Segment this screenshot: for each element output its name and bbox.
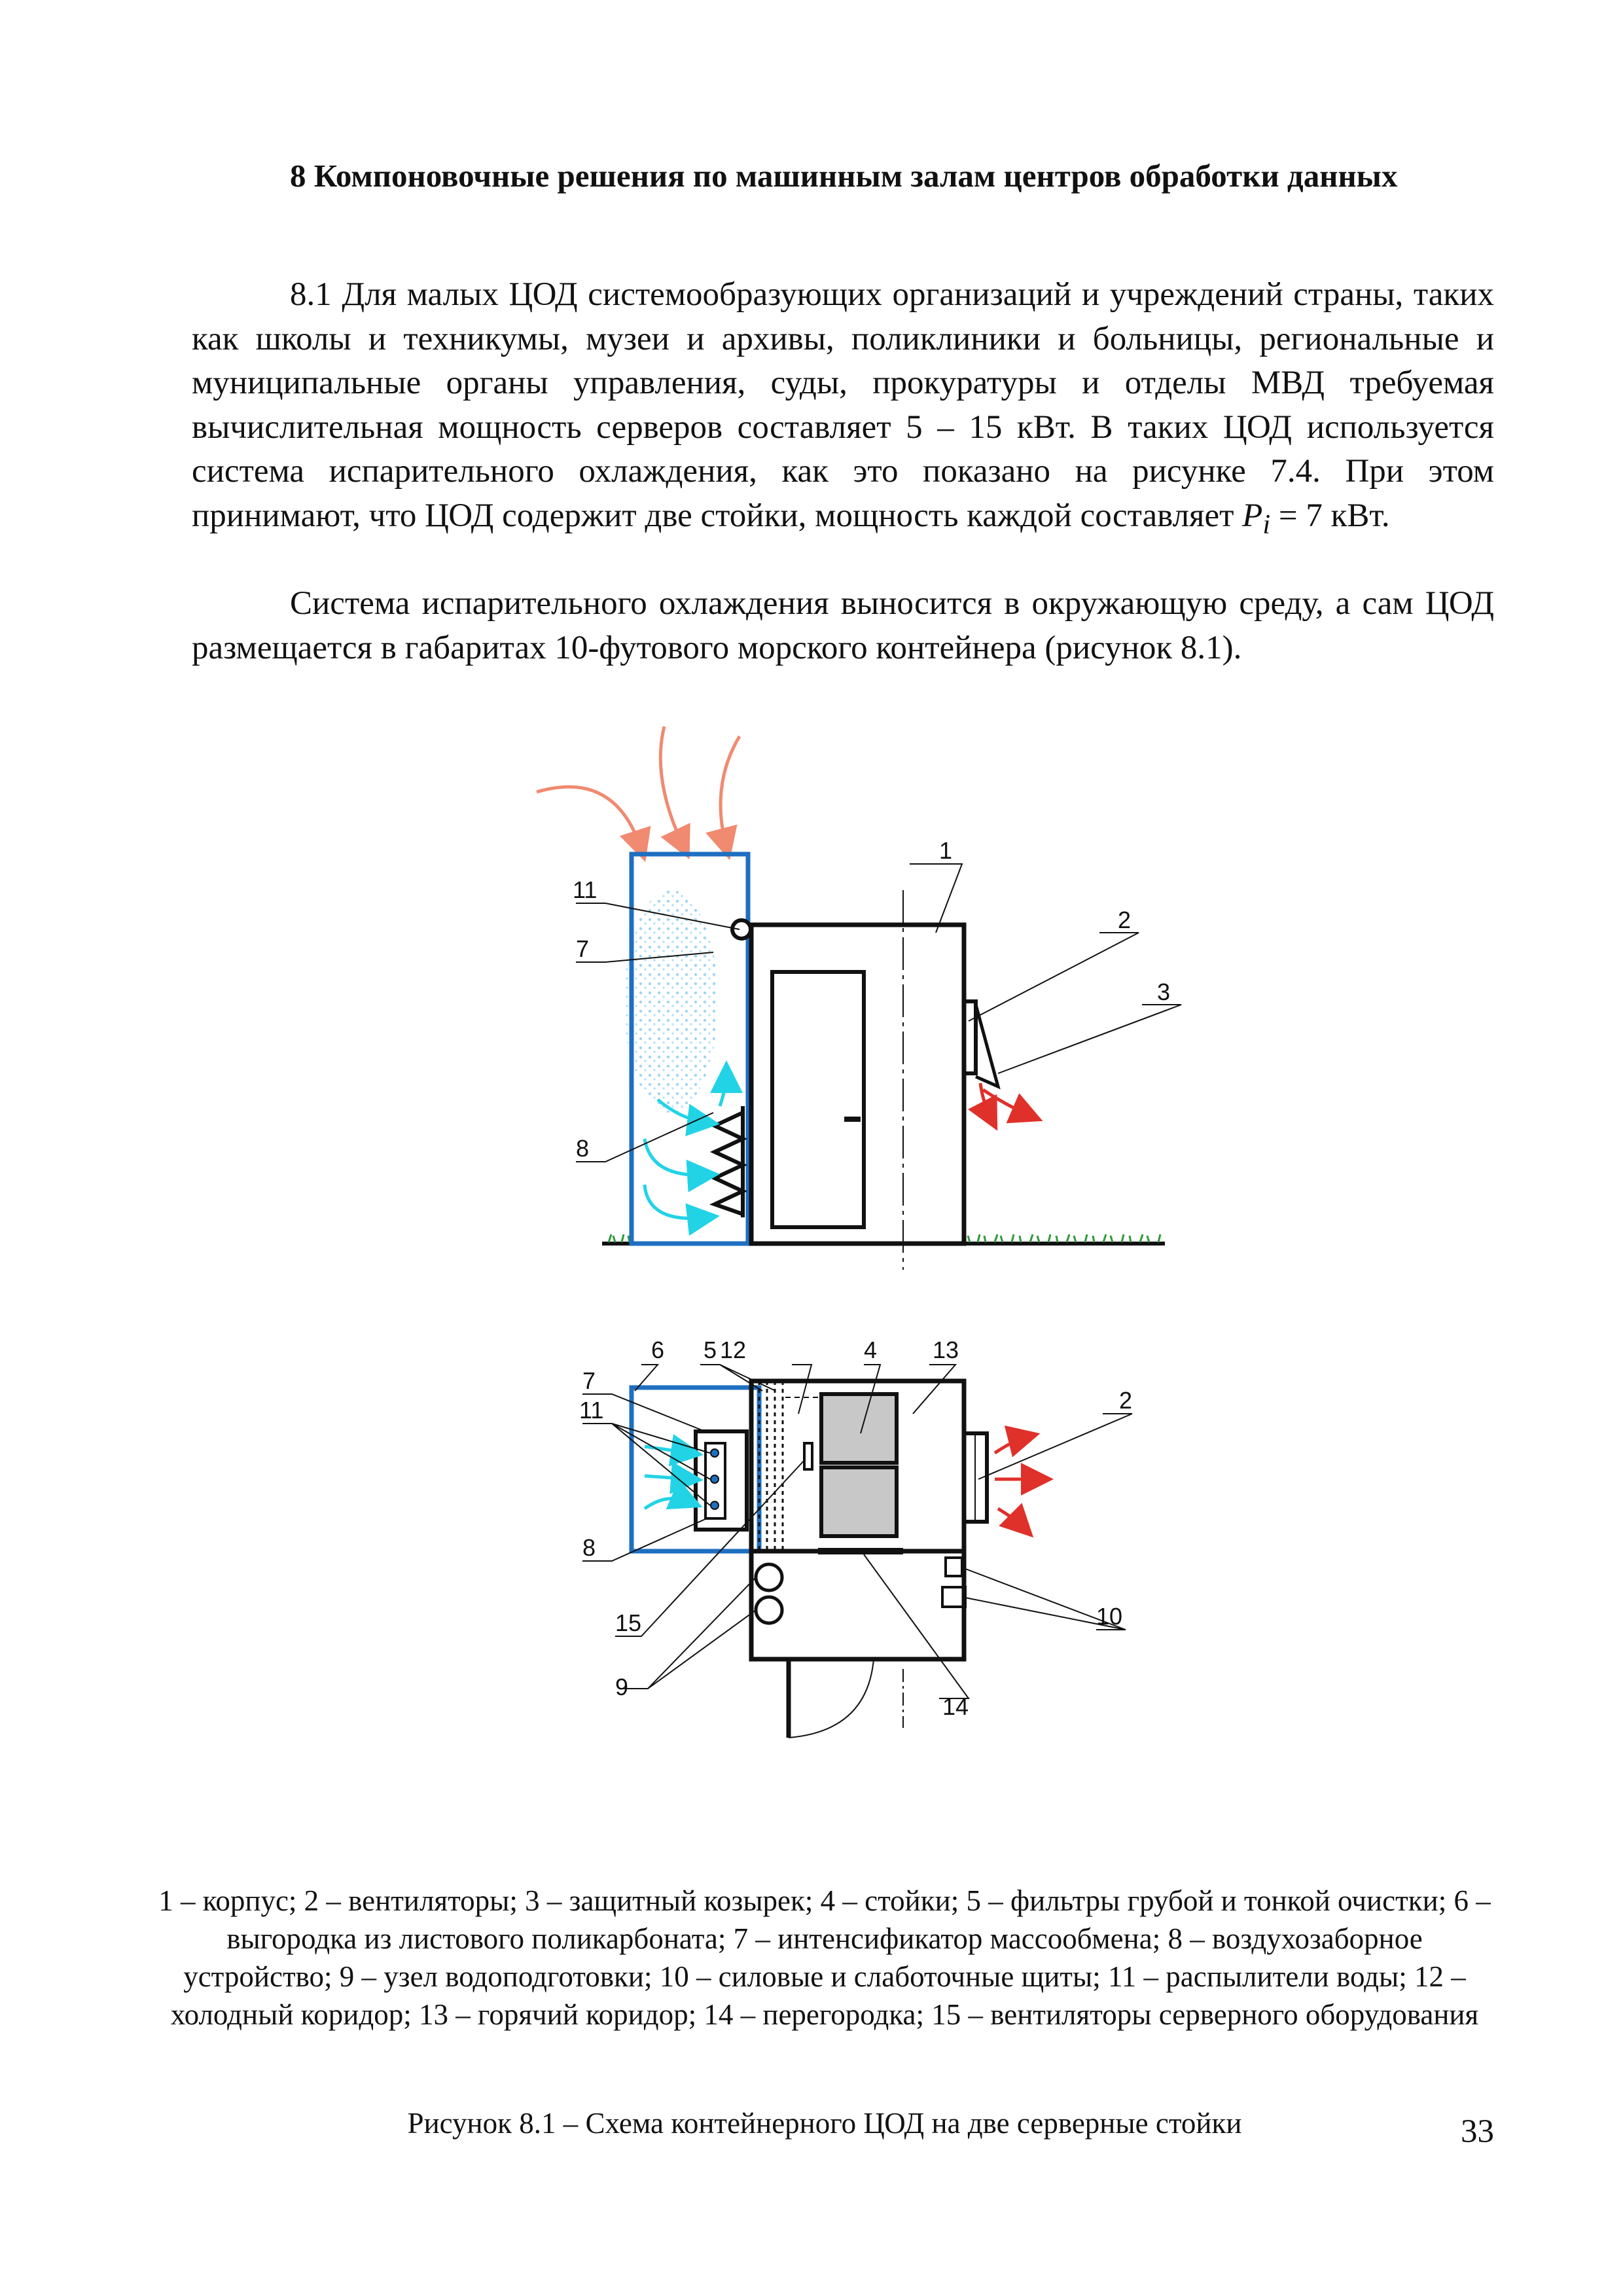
protective-visor bbox=[976, 1005, 998, 1086]
label-13: 13 bbox=[933, 1336, 959, 1363]
rack-lower bbox=[821, 1467, 897, 1536]
paragraph-text-end: = 7 кВт. bbox=[1270, 497, 1390, 534]
paragraph-8-1 bbox=[192, 273, 1494, 547]
figure-caption: Рисунок 8.1 – Схема контейнерного ЦОД на две серверные стойки bbox=[407, 2107, 1242, 2140]
door bbox=[772, 972, 864, 1227]
intake-top bbox=[696, 1431, 747, 1530]
air-intake-device bbox=[715, 1106, 743, 1217]
door-swing bbox=[789, 1659, 874, 1738]
paragraph-text: 8.1 Для малых ЦОД системообразующих организаций и учреждений страны, таких как школы и техникумы, музеи и архивы, поликлиники и больницы, региональные и муниципальные органы управления, суды, прокуратуры и отделы МВД требуемая вычислительная мощность серверов составляет 5 – 15 кВт. В таких ЦОД используется система испарительного охлаждения, как это показано на рисунке 7.4. При этом принимают, что ЦОД содержит две стойки, мощность каждой составляет bbox=[192, 276, 1494, 534]
exhaust-air-arrows bbox=[980, 1083, 1031, 1119]
paragraph-cooling: Система испарительного охлаждения выносится в окружающую среду, а сам ЦОД размещается в габаритах 10-футового морского контейнера (рисунок 8.1). bbox=[192, 585, 1494, 666]
service-room bbox=[751, 1551, 964, 1659]
filters bbox=[759, 1381, 783, 1551]
label-14: 14 bbox=[942, 1693, 969, 1720]
label-10: 10 bbox=[1096, 1603, 1123, 1630]
label-6: 6 bbox=[651, 1336, 665, 1363]
water-sprayer bbox=[732, 920, 751, 939]
label-4: 4 bbox=[864, 1336, 878, 1363]
sprayers-top bbox=[711, 1449, 719, 1509]
rack-upper bbox=[821, 1394, 897, 1463]
exhaust-fan bbox=[964, 1001, 976, 1073]
page-number: 33 bbox=[1461, 2113, 1494, 2150]
label-3: 3 bbox=[1157, 978, 1171, 1005]
variable-subscript: i bbox=[1262, 509, 1271, 540]
panel-1 bbox=[946, 1558, 962, 1576]
label-12: 12 bbox=[720, 1336, 747, 1363]
exhaust-arrows-top bbox=[995, 1437, 1041, 1528]
server-fans bbox=[804, 1443, 812, 1469]
label-11-side: 11 bbox=[573, 876, 597, 903]
side-view bbox=[537, 726, 1181, 1270]
container-dc-diagram bbox=[510, 707, 1204, 1833]
label-8-top: 8 bbox=[582, 1534, 596, 1561]
top-view bbox=[579, 1336, 1132, 1738]
figure-legend: 1 – корпус; 2 – вентиляторы; 3 – защитный козырек; 4 – стойки; 5 – фильтры грубой и тонкой очистки; 6 – выгородка из листового поликарбоната; 7 – интенсификатор массообмена; 8 – воздухозаборное устройство; 9 – узел водоподготовки; 10 – силовые и слаботочные щиты; 11 – распылители воды; 12 – холодный коридор; 13 – горячий коридор; 14 – перегородка; 15 – вентиляторы серверного оборудования bbox=[158, 1884, 1491, 2031]
label-7-top: 7 bbox=[582, 1367, 596, 1394]
label-2-top: 2 bbox=[1119, 1387, 1133, 1414]
water-mist bbox=[624, 890, 718, 1113]
label-1: 1 bbox=[939, 837, 953, 864]
water-unit-1 bbox=[756, 1564, 782, 1590]
label-15: 15 bbox=[615, 1609, 642, 1636]
label-9: 9 bbox=[615, 1674, 629, 1700]
label-2-side: 2 bbox=[1118, 906, 1132, 933]
label-8-side: 8 bbox=[576, 1135, 590, 1162]
intake-air-arrows bbox=[537, 726, 740, 850]
variable-p: P bbox=[1242, 497, 1263, 534]
label-5: 5 bbox=[704, 1336, 717, 1363]
grass bbox=[609, 1234, 1160, 1242]
label-11-top: 11 bbox=[579, 1397, 604, 1424]
water-unit-2 bbox=[756, 1597, 782, 1623]
section-heading: 8 Компоновочные решения по машинным залам центров обработки данных bbox=[290, 158, 1398, 194]
label-7-side: 7 bbox=[576, 935, 590, 962]
figure-8-1 bbox=[510, 707, 1204, 1833]
